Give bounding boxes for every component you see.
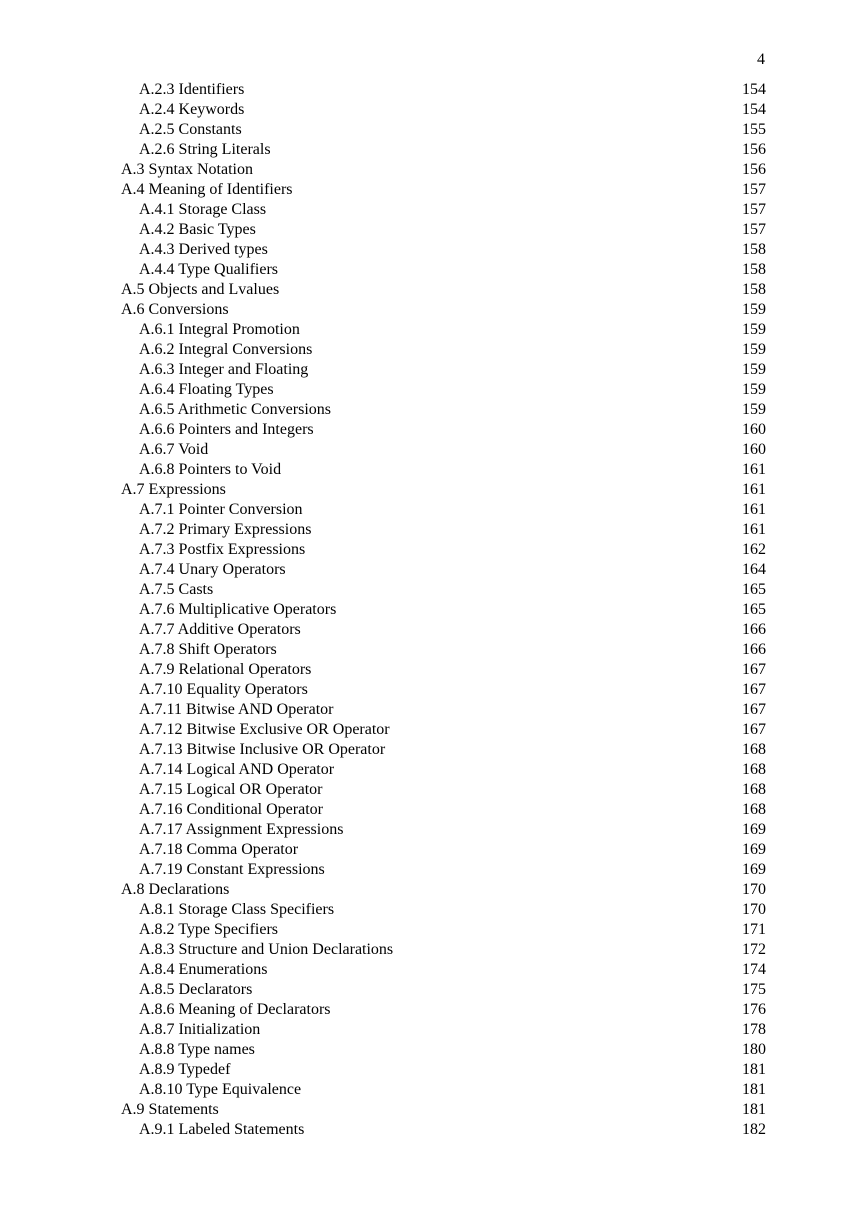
toc-entry-title: A.7.11 Bitwise AND Operator (139, 701, 334, 718)
toc-entry-page: 160 (742, 441, 766, 458)
toc-entry (121, 880, 766, 900)
toc-entry (121, 1000, 766, 1020)
toc-entry-page: 171 (742, 921, 766, 938)
toc-entry-page: 172 (742, 941, 766, 958)
toc-entry (121, 820, 766, 840)
toc-entry-page: 166 (742, 621, 766, 638)
toc-entry (121, 1040, 766, 1060)
toc-entry (121, 200, 766, 220)
toc-entry (121, 160, 766, 180)
toc-entry (121, 960, 766, 980)
toc-entry-title: A.6.3 Integer and Floating (139, 361, 309, 378)
toc-entry (121, 80, 766, 100)
toc-entry-page: 169 (742, 861, 766, 878)
toc-entry (121, 300, 766, 320)
toc-entry-page: 159 (742, 321, 766, 338)
toc-entry (121, 600, 766, 620)
toc-entry (121, 560, 766, 580)
toc-entry-page: 158 (742, 241, 766, 258)
toc-entry-page: 167 (742, 681, 766, 698)
toc-entry-title: A.3 Syntax Notation (121, 161, 253, 178)
toc-entry-page: 161 (742, 521, 766, 538)
toc-entry-title: A.8.8 Type names (139, 1041, 255, 1058)
toc-entry-page: 167 (742, 701, 766, 718)
toc-entry (121, 420, 766, 440)
toc-entry (121, 140, 766, 160)
toc-entry-title: A.8.10 Type Equivalence (139, 1081, 302, 1098)
toc-entry-page: 181 (742, 1061, 766, 1078)
toc-entry (121, 720, 766, 740)
toc-entry-title: A.7.14 Logical AND Operator (139, 761, 335, 778)
toc-entry-page: 168 (742, 801, 766, 818)
toc-entry-title: A.8 Declarations (121, 881, 230, 898)
toc-entry-page: 164 (742, 561, 766, 578)
toc-entry-page: 158 (742, 261, 766, 278)
toc-entry-title: A.2.5 Constants (139, 121, 242, 138)
toc-entry-title: A.9 Statements (121, 1101, 219, 1118)
toc-entry (121, 900, 766, 920)
toc-entry (121, 1020, 766, 1040)
toc-entry (121, 780, 766, 800)
toc-entry-title: A.6.1 Integral Promotion (139, 321, 300, 338)
toc-entry (121, 120, 766, 140)
toc-entry-title: A.8.1 Storage Class Specifiers (139, 901, 335, 918)
toc-entry (121, 800, 766, 820)
toc-entry-title: A.2.6 String Literals (139, 141, 271, 158)
toc-entry-page: 165 (742, 601, 766, 618)
toc-entry (121, 100, 766, 120)
toc-entry (121, 980, 766, 1000)
toc-entry-title: A.7.7 Additive Operators (139, 621, 301, 638)
toc-entry-title: A.6.2 Integral Conversions (139, 341, 313, 358)
toc-entry (121, 360, 766, 380)
toc-entry-title: A.7.15 Logical OR Operator (139, 781, 323, 798)
toc-entry-page: 168 (742, 741, 766, 758)
toc-entry-title: A.7.1 Pointer Conversion (139, 501, 303, 518)
toc-entry (121, 500, 766, 520)
toc-entry-title: A.7.5 Casts (139, 581, 214, 598)
toc-entry (121, 380, 766, 400)
toc-entry (121, 220, 766, 240)
toc-entry-title: A.7.2 Primary Expressions (139, 521, 312, 538)
toc-entry-page: 161 (742, 481, 766, 498)
toc-entry-title: A.8.3 Structure and Union Declarations (139, 941, 394, 958)
toc-entry-page: 155 (742, 121, 766, 138)
toc-entry-title: A.7.19 Constant Expressions (139, 861, 325, 878)
toc-entry-page: 156 (742, 141, 766, 158)
toc-entry-title: A.7.17 Assignment Expressions (139, 821, 344, 838)
toc-entry-title: A.4.4 Type Qualifiers (139, 261, 278, 278)
toc-entry (121, 740, 766, 760)
toc-entry-page: 157 (742, 201, 766, 218)
toc-entry-title: A.7.18 Comma Operator (139, 841, 299, 858)
toc-entry (121, 860, 766, 880)
toc-entry (121, 460, 766, 480)
toc-entry-title: A.6.8 Pointers to Void (139, 461, 282, 478)
toc-entry-title: A.6.6 Pointers and Integers (139, 421, 314, 438)
toc-entry-page: 156 (742, 161, 766, 178)
toc-entry-title: A.5 Objects and Lvalues (121, 281, 280, 298)
toc-entry-page: 159 (742, 301, 766, 318)
toc-entry-title: A.7.13 Bitwise Inclusive OR Operator (139, 741, 386, 758)
toc-entry (121, 1100, 766, 1120)
toc-entry-page: 165 (742, 581, 766, 598)
toc-entry-title: A.7.4 Unary Operators (139, 561, 286, 578)
toc-entry (121, 480, 766, 500)
toc-entry (121, 660, 766, 680)
toc-entry-title: A.7.10 Equality Operators (139, 681, 308, 698)
toc-entry-title: A.9.1 Labeled Statements (139, 1121, 305, 1138)
toc-entry-title: A.7 Expressions (121, 481, 226, 498)
toc-entry (121, 760, 766, 780)
toc-entry (121, 260, 766, 280)
toc-entry-page: 170 (742, 901, 766, 918)
toc-entry (121, 320, 766, 340)
toc-entry (121, 440, 766, 460)
toc-entry-page: 182 (742, 1121, 766, 1138)
toc-entry-title: A.7.8 Shift Operators (139, 641, 277, 658)
toc-entry (121, 1080, 766, 1100)
page-number: 4 (757, 51, 765, 68)
toc-entry (121, 680, 766, 700)
toc-entry-title: A.8.2 Type Specifiers (139, 921, 278, 938)
table-of-contents (121, 80, 766, 1140)
toc-entry-page: 170 (742, 881, 766, 898)
toc-entry (121, 540, 766, 560)
toc-entry-page: 168 (742, 761, 766, 778)
toc-entry (121, 280, 766, 300)
toc-entry-title: A.7.9 Relational Operators (139, 661, 312, 678)
toc-entry-title: A.7.6 Multiplicative Operators (139, 601, 337, 618)
toc-entry-title: A.6.4 Floating Types (139, 381, 274, 398)
toc-entry-page: 154 (742, 81, 766, 98)
toc-entry-page: 169 (742, 821, 766, 838)
toc-entry-page: 174 (742, 961, 766, 978)
toc-entry-page: 160 (742, 421, 766, 438)
toc-entry-page: 178 (742, 1021, 766, 1038)
toc-entry-page: 180 (742, 1041, 766, 1058)
toc-entry-page: 175 (742, 981, 766, 998)
toc-entry-page: 162 (742, 541, 766, 558)
toc-entry-page: 181 (742, 1081, 766, 1098)
toc-entry (121, 180, 766, 200)
toc-entry (121, 580, 766, 600)
toc-entry (121, 620, 766, 640)
toc-entry-title: A.6.5 Arithmetic Conversions (139, 401, 331, 418)
toc-entry-title: A.7.3 Postfix Expressions (139, 541, 306, 558)
toc-entry-page: 167 (742, 721, 766, 738)
toc-entry-page: 154 (742, 101, 766, 118)
toc-entry (121, 1060, 766, 1080)
toc-entry (121, 940, 766, 960)
toc-entry-page: 158 (742, 281, 766, 298)
toc-entry (121, 640, 766, 660)
toc-entry (121, 1120, 766, 1140)
toc-entry-page: 169 (742, 841, 766, 858)
toc-entry-title: A.8.4 Enumerations (139, 961, 268, 978)
toc-entry-title: A.7.16 Conditional Operator (139, 801, 323, 818)
toc-entry (121, 400, 766, 420)
toc-entry (121, 840, 766, 860)
toc-entry (121, 920, 766, 940)
toc-entry-page: 161 (742, 461, 766, 478)
toc-entry-page: 166 (742, 641, 766, 658)
toc-entry-title: A.8.9 Typedef (139, 1061, 231, 1078)
toc-entry-page: 181 (742, 1101, 766, 1118)
toc-entry-page: 159 (742, 401, 766, 418)
toc-entry (121, 340, 766, 360)
toc-entry-title: A.4.2 Basic Types (139, 221, 256, 238)
toc-entry-title: A.4 Meaning of Identifiers (121, 181, 293, 198)
toc-entry-title: A.8.5 Declarators (139, 981, 253, 998)
toc-entry (121, 520, 766, 540)
toc-entry-page: 168 (742, 781, 766, 798)
toc-entry-page: 159 (742, 361, 766, 378)
toc-entry-page: 159 (742, 381, 766, 398)
toc-entry-page: 159 (742, 341, 766, 358)
toc-entry (121, 240, 766, 260)
toc-entry-title: A.6 Conversions (121, 301, 229, 318)
toc-entry-title: A.4.1 Storage Class (139, 201, 267, 218)
toc-entry-title: A.8.7 Initialization (139, 1021, 261, 1038)
toc-entry-title: A.2.3 Identifiers (139, 81, 245, 98)
toc-entry-page: 157 (742, 181, 766, 198)
toc-entry (121, 700, 766, 720)
toc-entry-title: A.4.3 Derived types (139, 241, 268, 258)
toc-entry-page: 176 (742, 1001, 766, 1018)
toc-entry-title: A.7.12 Bitwise Exclusive OR Operator (139, 721, 390, 738)
toc-entry-page: 161 (742, 501, 766, 518)
toc-entry-title: A.6.7 Void (139, 441, 209, 458)
toc-entry-page: 167 (742, 661, 766, 678)
toc-entry-title: A.8.6 Meaning of Declarators (139, 1001, 331, 1018)
toc-entry-page: 157 (742, 221, 766, 238)
toc-entry-title: A.2.4 Keywords (139, 101, 245, 118)
